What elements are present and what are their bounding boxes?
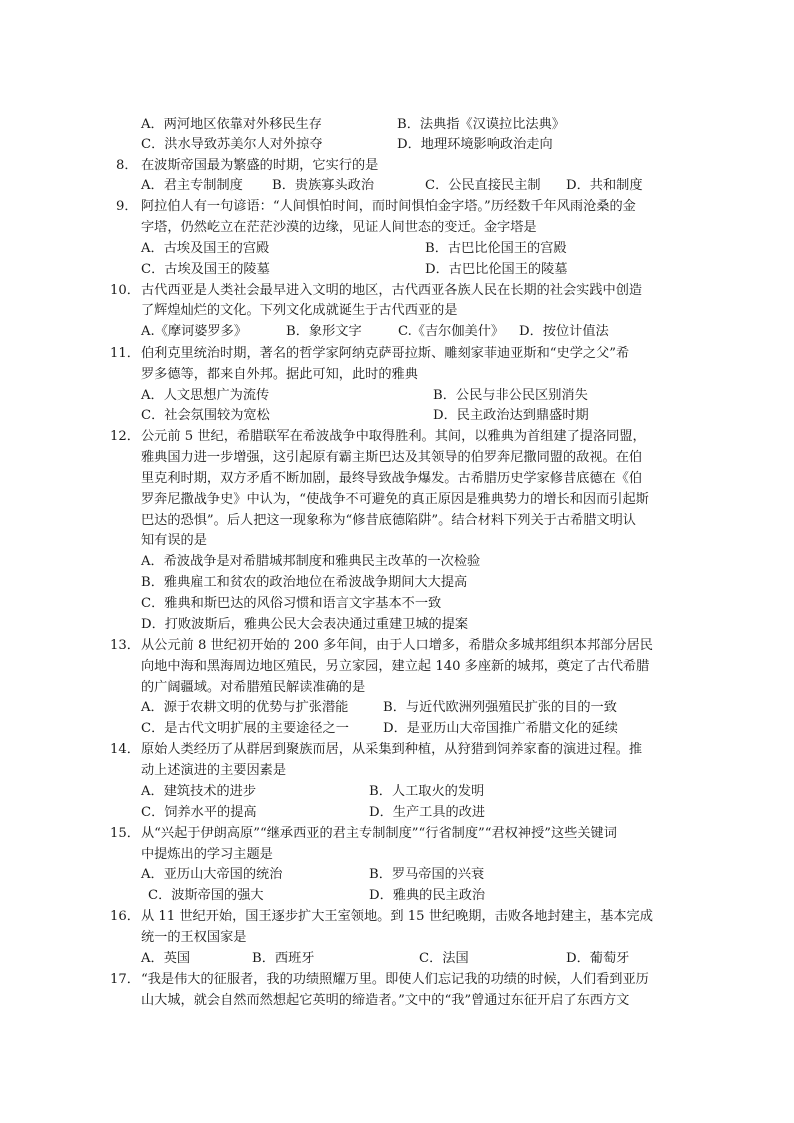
q17-stem-line-1: “我是伟大的征服者，我的功绩照耀万里。即使人们忘记我的功绩的时候，人们看到亚历 <box>141 972 649 987</box>
q11-number: 11． <box>110 346 140 361</box>
q13-stem-line-2: 向地中海和黑海周边地区殖民，另立家园，建立起 140 多座新的城邦，奠定了古代希腊 <box>141 659 650 674</box>
q8-stem: 在波斯帝国最为繁盛的时期，它实行的是 <box>141 158 379 173</box>
q9-stem-line-2: 字塔，仍然屹立在茫茫沙漠的边缘，见证人间世态的变迁。金字塔是 <box>141 220 537 235</box>
q8-number: 8． <box>116 158 138 173</box>
q15-option-a: A．亚历山大帝国的统治 <box>141 867 283 882</box>
q8-option-b: B．贵族寡头政治 <box>272 178 375 193</box>
q10-option-a: A.《摩诃婆罗多》 <box>141 324 248 339</box>
q14-option-b: B．人工取火的发明 <box>369 784 485 799</box>
q16-option-a: A．英国 <box>141 951 191 966</box>
q12-stem-line-3: 里克利时期，双方矛盾不断加剧，最终导致战争爆发。古希腊历史学家修昔底德在《伯 <box>141 471 643 486</box>
q14-stem-line-1: 原始人类经历了从群居到聚族而居，从采集到种植，从狩猎到饲养家畜的演进过程。推 <box>141 742 643 757</box>
q14-stem-line-2: 动上述演进的主要因素是 <box>141 763 287 778</box>
q16-option-d: D．葡萄牙 <box>566 951 630 966</box>
q9-option-b: B．古巴比伦国王的宫殿 <box>425 241 567 256</box>
q12-option-c: C．雅典和斯巴达的风俗习惯和语言文字基本不一致 <box>141 596 442 611</box>
q16-number: 16． <box>110 909 140 924</box>
q16-stem-line-2: 统一的王权国家是 <box>141 930 247 945</box>
q9-option-c: C．古埃及国王的陵墓 <box>141 262 270 277</box>
q7-option-a: A．两河地区依靠对外移民生存 <box>141 117 322 132</box>
q13-option-b: B．与近代欧洲列强殖民扩张的目的一致 <box>383 700 617 715</box>
q13-option-a: A．源于农耕文明的优势与扩张潜能 <box>141 700 349 715</box>
q11-option-d: D．民主政治达到鼎盛时期 <box>433 408 589 423</box>
q9-option-a: A．古埃及国王的宫殿 <box>141 241 270 256</box>
q10-option-c: C.《吉尔伽美什》 <box>398 324 505 339</box>
q12-option-b: B．雅典雇工和贫农的政治地位在希波战争期间大大提高 <box>141 575 468 590</box>
q15-stem-line-1: 从“兴起于伊朗高原”“继承西亚的君主专制制度”“行省制度”“君权神授”这些关键词 <box>141 826 617 841</box>
q8-option-a: A．君主专制制度 <box>141 178 243 193</box>
q12-stem-line-2: 雅典国力进一步增强，这引起原有霸主斯巴达及其领导的伯罗奔尼撒同盟的敌视。在伯 <box>141 450 643 465</box>
q15-number: 15． <box>110 826 140 841</box>
q10-stem-line-2: 了辉煌灿烂的文化。下列文化成就诞生于古代西亚的是 <box>141 303 458 318</box>
q15-stem-line-2: 中提炼出的学习主题是 <box>141 847 273 862</box>
q15-option-c: C．波斯帝国的强大 <box>148 888 264 903</box>
q12-stem-line-4: 罗奔尼撒战争史》中认为，“使战争不可避免的真正原因是雅典势力的增长和因而引起斯 <box>141 492 649 507</box>
q11-option-c: C．社会氛围较为宽松 <box>141 408 270 423</box>
q11-stem-line-1: 伯利克里统治时期，著名的哲学家阿纳克萨哥拉斯、雕刻家菲迪亚斯和“史学之父”希 <box>141 346 630 361</box>
q13-option-d: D．是亚历山大帝国推广希腊文化的延续 <box>383 721 618 736</box>
q8-option-d: D．共和制度 <box>566 178 643 193</box>
q12-stem-line-1: 公元前 5 世纪，希腊联军在希波战争中取得胜利。其间，以雅典为首组建了提洛同盟， <box>141 429 646 444</box>
q7-option-b: B．法典指《汉谟拉比法典》 <box>397 117 565 132</box>
q14-option-c: C．饲养水平的提高 <box>141 805 257 820</box>
q17-stem-line-2: 山大城，就会自然而然想起它英明的缔造者。”文中的“我”曾通过东征开启了东西方文 <box>141 993 630 1008</box>
q8-option-c: C．公民直接民主制 <box>425 178 541 193</box>
q14-number: 14． <box>110 742 140 757</box>
q12-option-d: D．打败波斯后，雅典公民大会表决通过重建卫城的提案 <box>141 617 469 632</box>
q10-stem-line-1: 古代西亚是人类社会最早进入文明的地区，古代西亚各族人民在长期的社会实践中创造 <box>141 283 643 298</box>
q14-option-d: D．生产工具的改进 <box>369 805 486 820</box>
q10-option-b: B．象形文字 <box>286 324 362 339</box>
q11-stem-line-2: 罗多德等，都来自外邦。据此可知，此时的雅典 <box>141 367 418 382</box>
q9-option-d: D．古巴比伦国王的陵墓 <box>425 262 568 277</box>
q11-option-b: B．公民与非公民区别消失 <box>433 388 588 403</box>
q12-stem-line-5: 巴达的恐惧”。后人把这一现象称为“修昔底德陷阱”。结合材料下列关于古希腊文明认 <box>141 513 636 528</box>
q10-option-d: D．按位计值法 <box>519 324 609 339</box>
q13-number: 13． <box>110 638 140 653</box>
q15-option-b: B．罗马帝国的兴衰 <box>369 867 485 882</box>
q12-number: 12． <box>110 429 140 444</box>
q16-stem-line-1: 从 11 世纪开始，国王逐步扩大王室领地。到 15 世纪晚期，击败各地封建主，基本完成 <box>141 909 653 924</box>
q9-stem-line-1: 阿拉伯人有一句谚语：“人间惧怕时间，而时间惧怕金字塔。”历经数千年风雨沧桑的金 <box>141 199 636 214</box>
q16-option-b: B．西班牙 <box>252 951 315 966</box>
q14-option-a: A．建筑技术的进步 <box>141 784 257 799</box>
q13-stem-line-1: 从公元前 8 世纪初开始的 200 多年间，由于人口增多，希腊众多城邦组织本邦部分居民 <box>141 638 653 653</box>
q13-option-c: C．是古代文明扩展的主要途径之一 <box>141 721 349 736</box>
q15-option-d: D．雅典的民主政治 <box>369 888 486 903</box>
q11-option-a: A．人文思想广为流传 <box>141 388 270 403</box>
q10-number: 10． <box>110 283 140 298</box>
q9-number: 9． <box>116 199 138 214</box>
q13-stem-line-3: 的广阔疆域。对希腊殖民解读准确的是 <box>141 680 366 695</box>
q7-option-d: D．地理环境影响政治走向 <box>397 137 553 152</box>
q7-option-c: C．洪水导致苏美尔人对外掠夺 <box>141 137 323 152</box>
q16-option-c: C．法国 <box>419 951 469 966</box>
q17-number: 17． <box>110 972 140 987</box>
q12-stem-line-6: 知有误的是 <box>141 533 207 548</box>
q12-option-a: A．希波战争是对希腊城邦制度和雅典民主改革的一次检验 <box>141 554 481 569</box>
